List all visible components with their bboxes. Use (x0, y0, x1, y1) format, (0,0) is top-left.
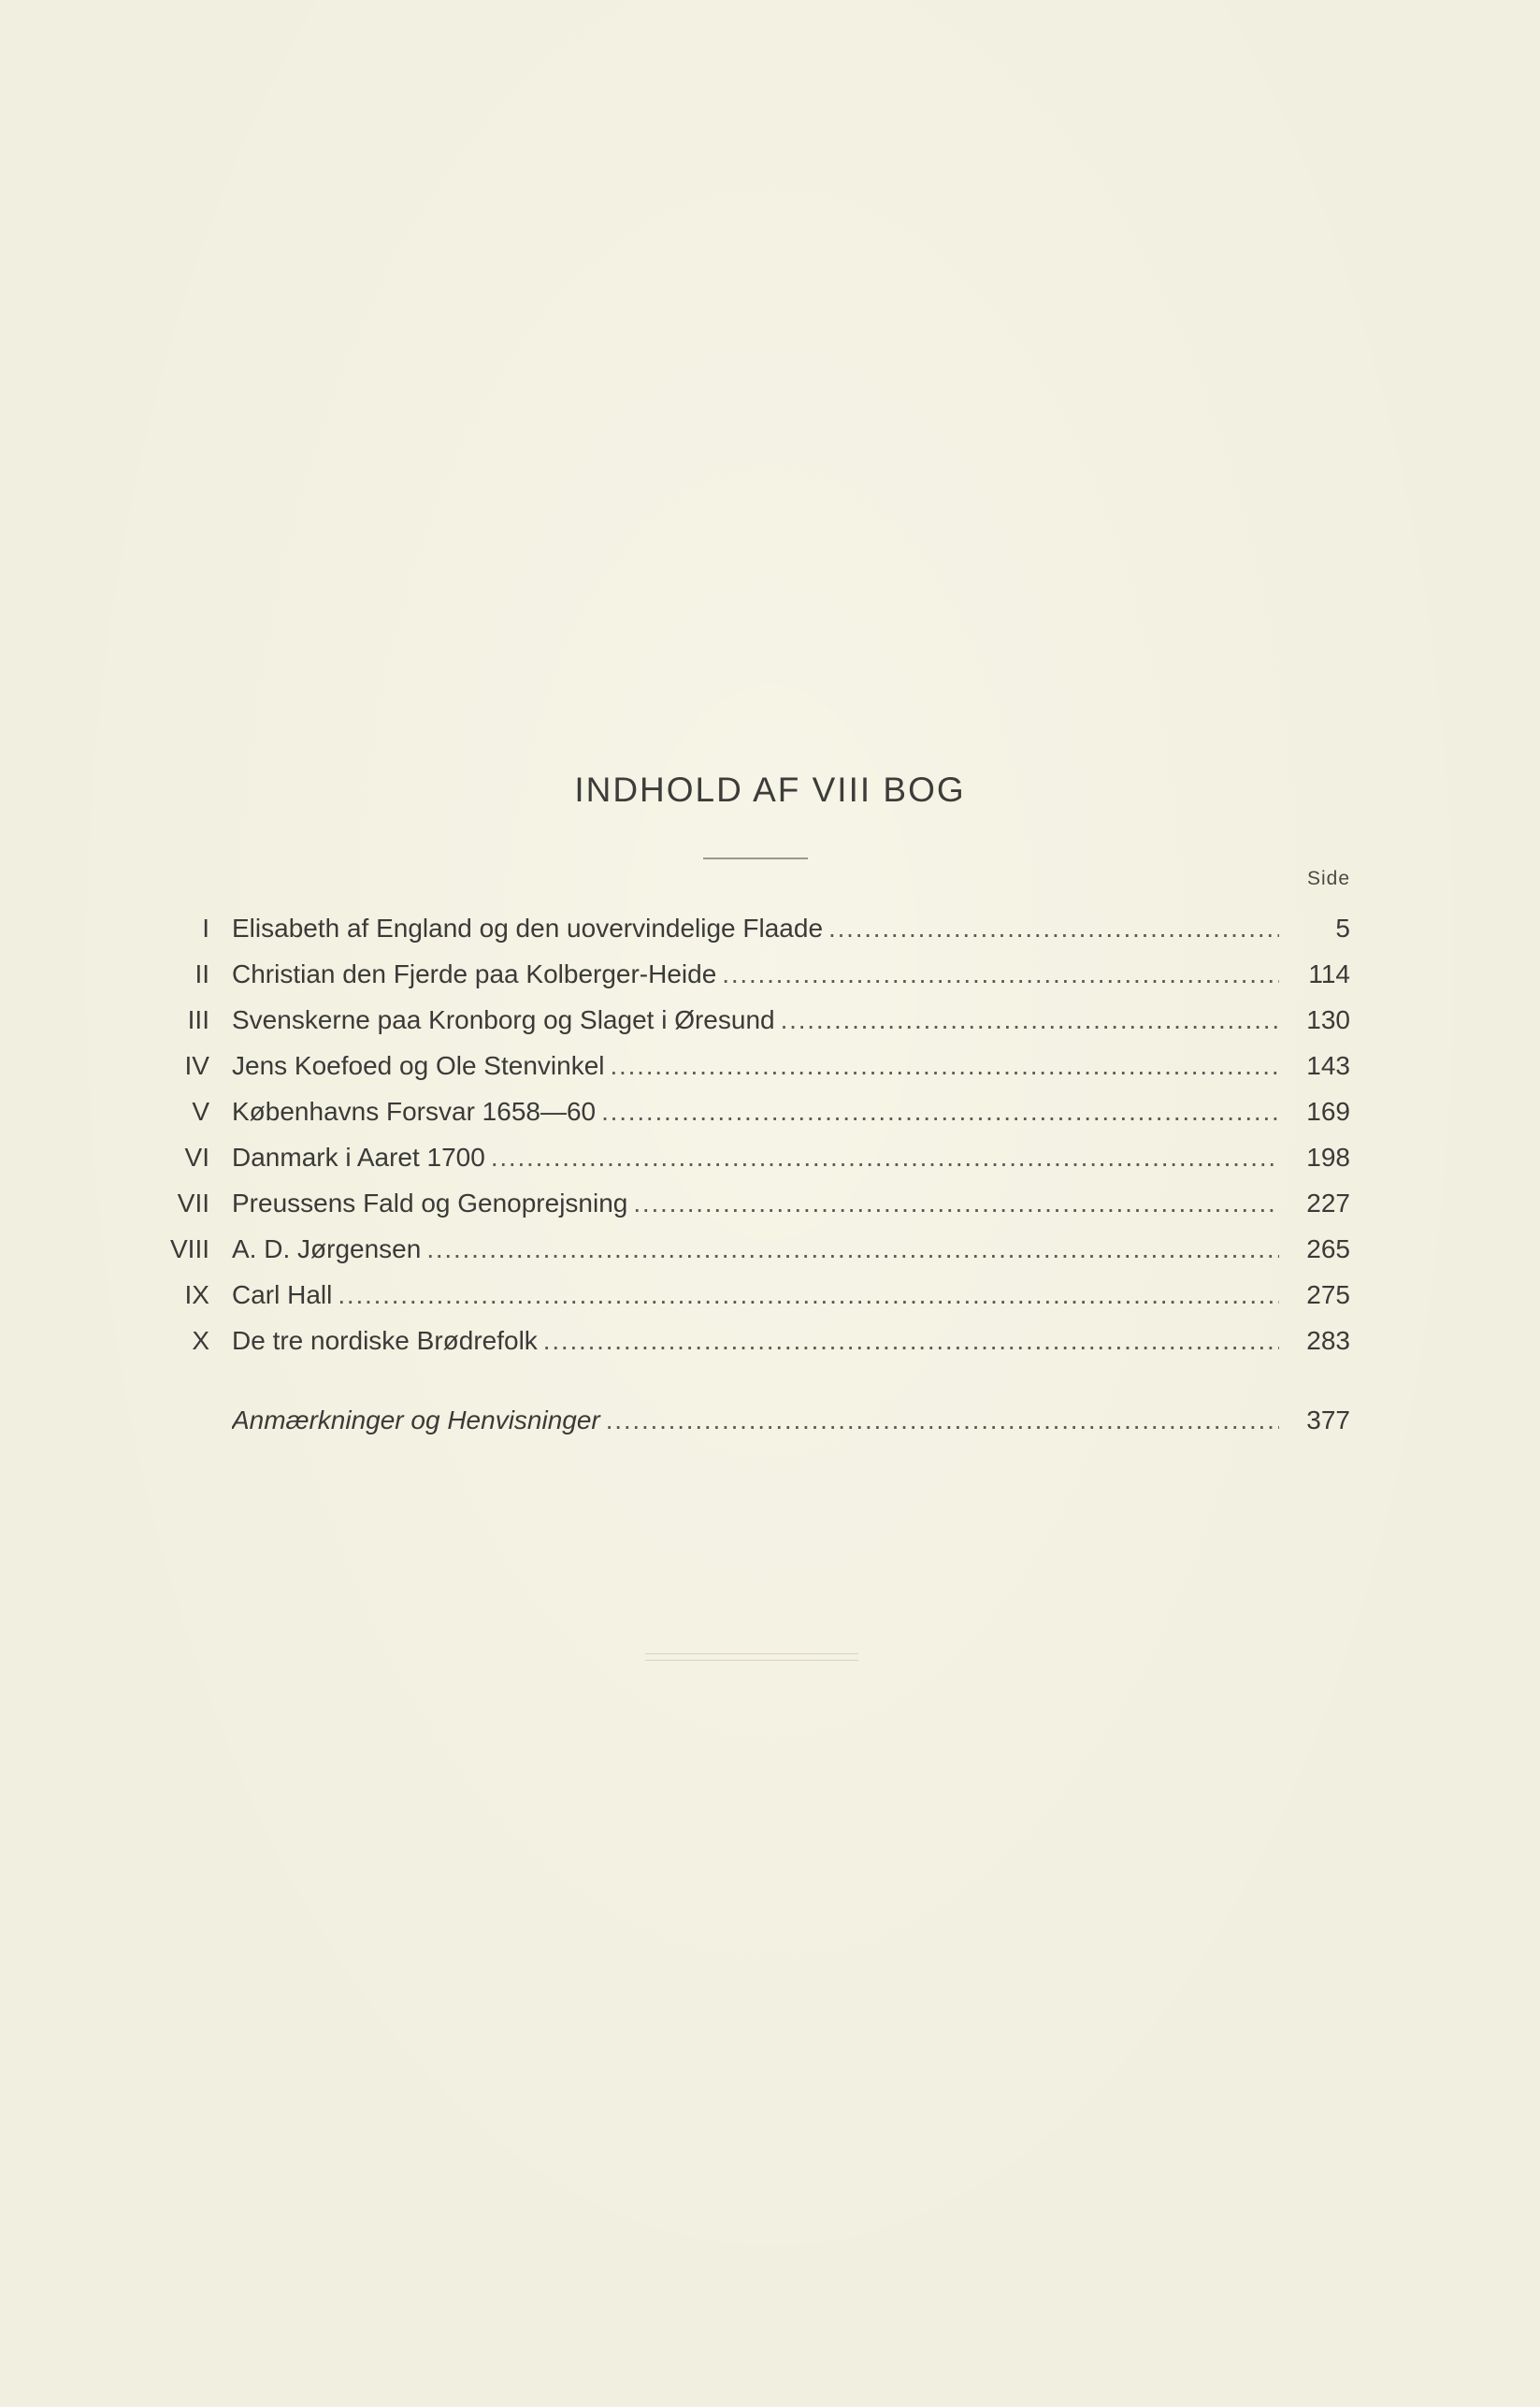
chapter-title: Danmark i Aaret 1700 (232, 1143, 485, 1172)
page-number: 265 (1306, 1234, 1350, 1263)
toc-entry (232, 1134, 1350, 1180)
toc-row (122, 1318, 1350, 1363)
page-number: 275 (1306, 1280, 1350, 1309)
chapter-number: VI (184, 1143, 209, 1172)
dot-leader (426, 1226, 1279, 1272)
chapter-title: Københavns Forsvar 1658—60 (232, 1097, 597, 1126)
toc-row (122, 1088, 1350, 1134)
chapter-title: Svenskerne paa Kronborg og Slaget i Øresund (232, 1005, 775, 1034)
toc-entry (232, 997, 1350, 1043)
toc-entry (232, 1272, 1350, 1318)
side-column-label: Side (1306, 868, 1350, 889)
chapter-number: IX (184, 1280, 209, 1309)
toc-row (122, 1272, 1350, 1318)
toc-entry (232, 1180, 1350, 1226)
appendix-entry (122, 1397, 1350, 1443)
chapter-number: III (187, 1005, 209, 1034)
page-number: 114 (1308, 959, 1350, 988)
toc-entry (232, 1043, 1350, 1088)
toc-row (122, 951, 1350, 997)
chapter-title: De tre nordiske Brødrefolk (232, 1326, 538, 1355)
chapter-number: X (192, 1326, 209, 1355)
dot-leader (633, 1180, 1279, 1226)
toc-row (122, 905, 1350, 951)
ornamental-rule (645, 1653, 858, 1661)
page-number: 5 (1335, 914, 1350, 943)
toc-entry (232, 1088, 1350, 1134)
chapter-title: A. D. Jørgensen (232, 1234, 422, 1263)
chapter-title: Christian den Fjerde paa Kolberger-Heide (232, 959, 717, 988)
page-number: 130 (1306, 1005, 1350, 1034)
toc-row (122, 1226, 1350, 1272)
chapter-number: IV (184, 1051, 209, 1080)
table-of-contents (122, 905, 1350, 1363)
chapter-title: Carl Hall (232, 1280, 333, 1309)
page-title: INDHOLD AF VIII BOG (574, 771, 966, 809)
page-number: 198 (1306, 1143, 1350, 1172)
dot-leader (828, 905, 1279, 951)
toc-entry (232, 1397, 1350, 1443)
dot-leader (491, 1134, 1279, 1180)
chapter-title: Elisabeth af England og den uovervindelige Flaade (232, 914, 824, 943)
page-number: 143 (1306, 1051, 1350, 1080)
toc-entry (232, 905, 1350, 951)
dot-leader (606, 1397, 1279, 1443)
dot-leader (722, 951, 1279, 997)
page-number: 227 (1306, 1189, 1350, 1218)
toc-row (122, 997, 1350, 1043)
page-number: 377 (1306, 1405, 1350, 1434)
chapter-number: I (202, 914, 209, 943)
page-number: 283 (1306, 1326, 1350, 1355)
toc-entry (232, 951, 1350, 997)
toc-row (122, 1397, 1350, 1443)
appendix-title: Anmærkninger og Henvisninger (232, 1405, 600, 1434)
toc-entry (232, 1226, 1350, 1272)
chapter-number: V (192, 1097, 209, 1126)
dot-leader (610, 1043, 1279, 1088)
chapter-title: Jens Koefoed og Ole Stenvinkel (232, 1051, 605, 1080)
chapter-number: VII (177, 1189, 209, 1218)
toc-row (122, 1180, 1350, 1226)
dot-leader (338, 1272, 1279, 1318)
toc-row (122, 1043, 1350, 1088)
dot-leader (601, 1088, 1279, 1134)
chapter-title: Preussens Fald og Genoprejsning (232, 1189, 628, 1218)
dot-leader (543, 1318, 1279, 1363)
chapter-number: VIII (169, 1234, 209, 1263)
toc-row (122, 1134, 1350, 1180)
page-number: 169 (1306, 1097, 1350, 1126)
toc-entry (232, 1318, 1350, 1363)
title-divider (703, 858, 808, 859)
chapter-number: II (194, 959, 209, 988)
dot-leader (781, 997, 1279, 1043)
